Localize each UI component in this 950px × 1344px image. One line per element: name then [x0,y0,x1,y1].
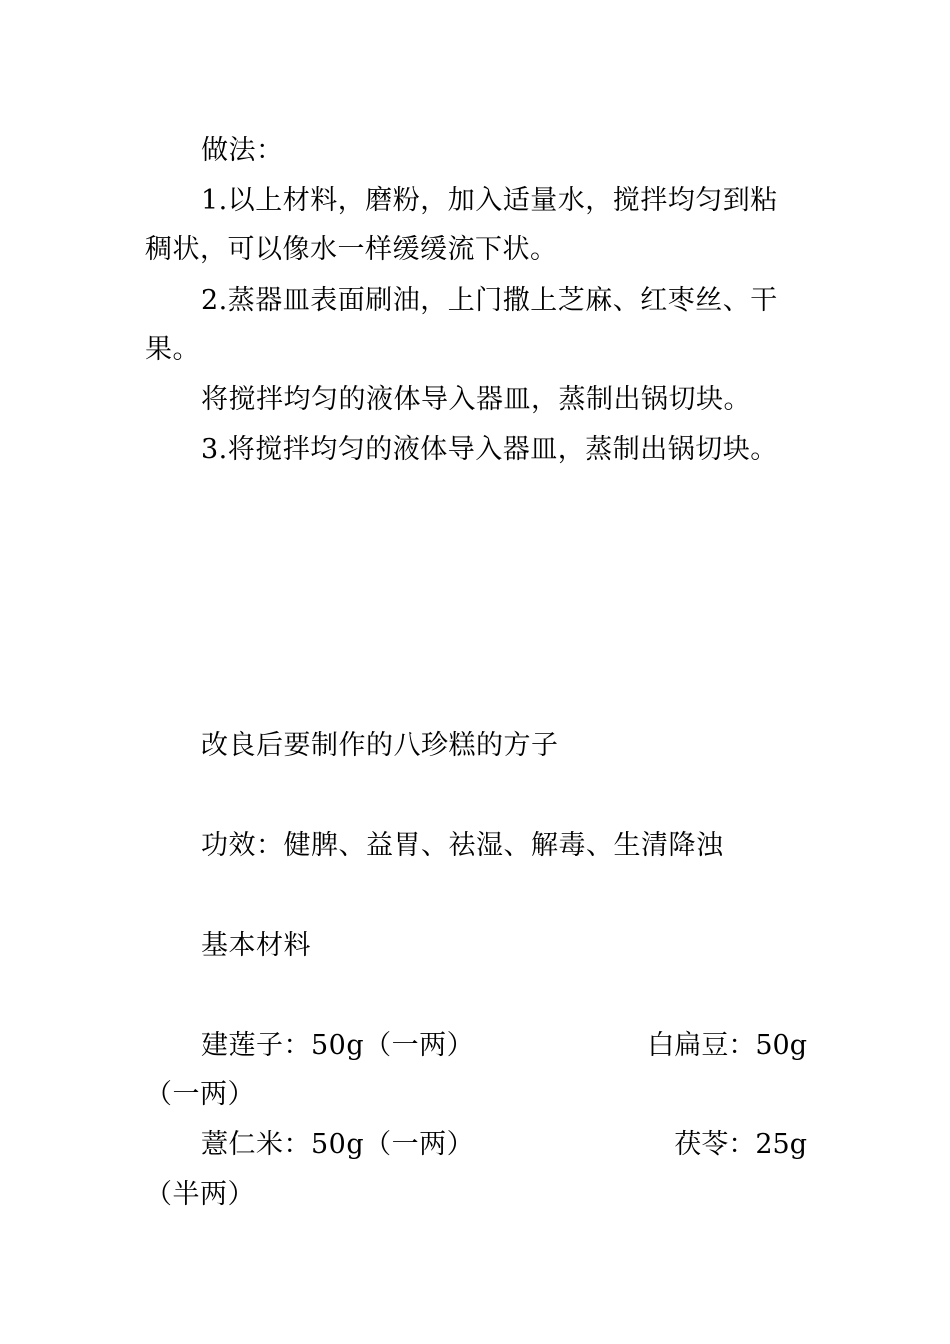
pour-instruction: 将搅拌均匀的液体导入器皿，蒸制出锅切块。 [201,384,751,415]
ingredient-2-wrap: （半两） [145,1179,255,1210]
step-2-line-1: 2.蒸器皿表面刷油，上门撒上芝麻、红枣丝、干 [201,285,778,316]
ingredient-2-left: 薏仁米：50g（一两） [201,1129,475,1160]
step-2-line-2: 果。 [145,334,200,365]
efficacy-line: 功效：健脾、益胃、祛湿、解毒、生清降浊 [201,830,724,861]
step-3-line: 3.将搅拌均匀的液体导入器皿，蒸制出锅切块。 [201,434,778,465]
step-1-line-1: 1.以上材料，磨粉，加入适量水，搅拌均匀到粘 [201,185,778,216]
ingredient-2-right: 茯苓：25g [674,1129,807,1160]
improved-recipe-title: 改良后要制作的八珍糕的方子 [201,730,559,761]
materials-heading: 基本材料 [201,930,311,961]
ingredient-1-left: 建莲子：50g（一两） [201,1030,475,1061]
method-heading: 做法： [201,135,284,166]
ingredient-1-wrap: （一两） [145,1079,255,1110]
ingredient-1-right: 白扁豆：50g [647,1030,807,1061]
step-1-line-2: 稠状，可以像水一样缓缓流下状。 [145,234,558,265]
